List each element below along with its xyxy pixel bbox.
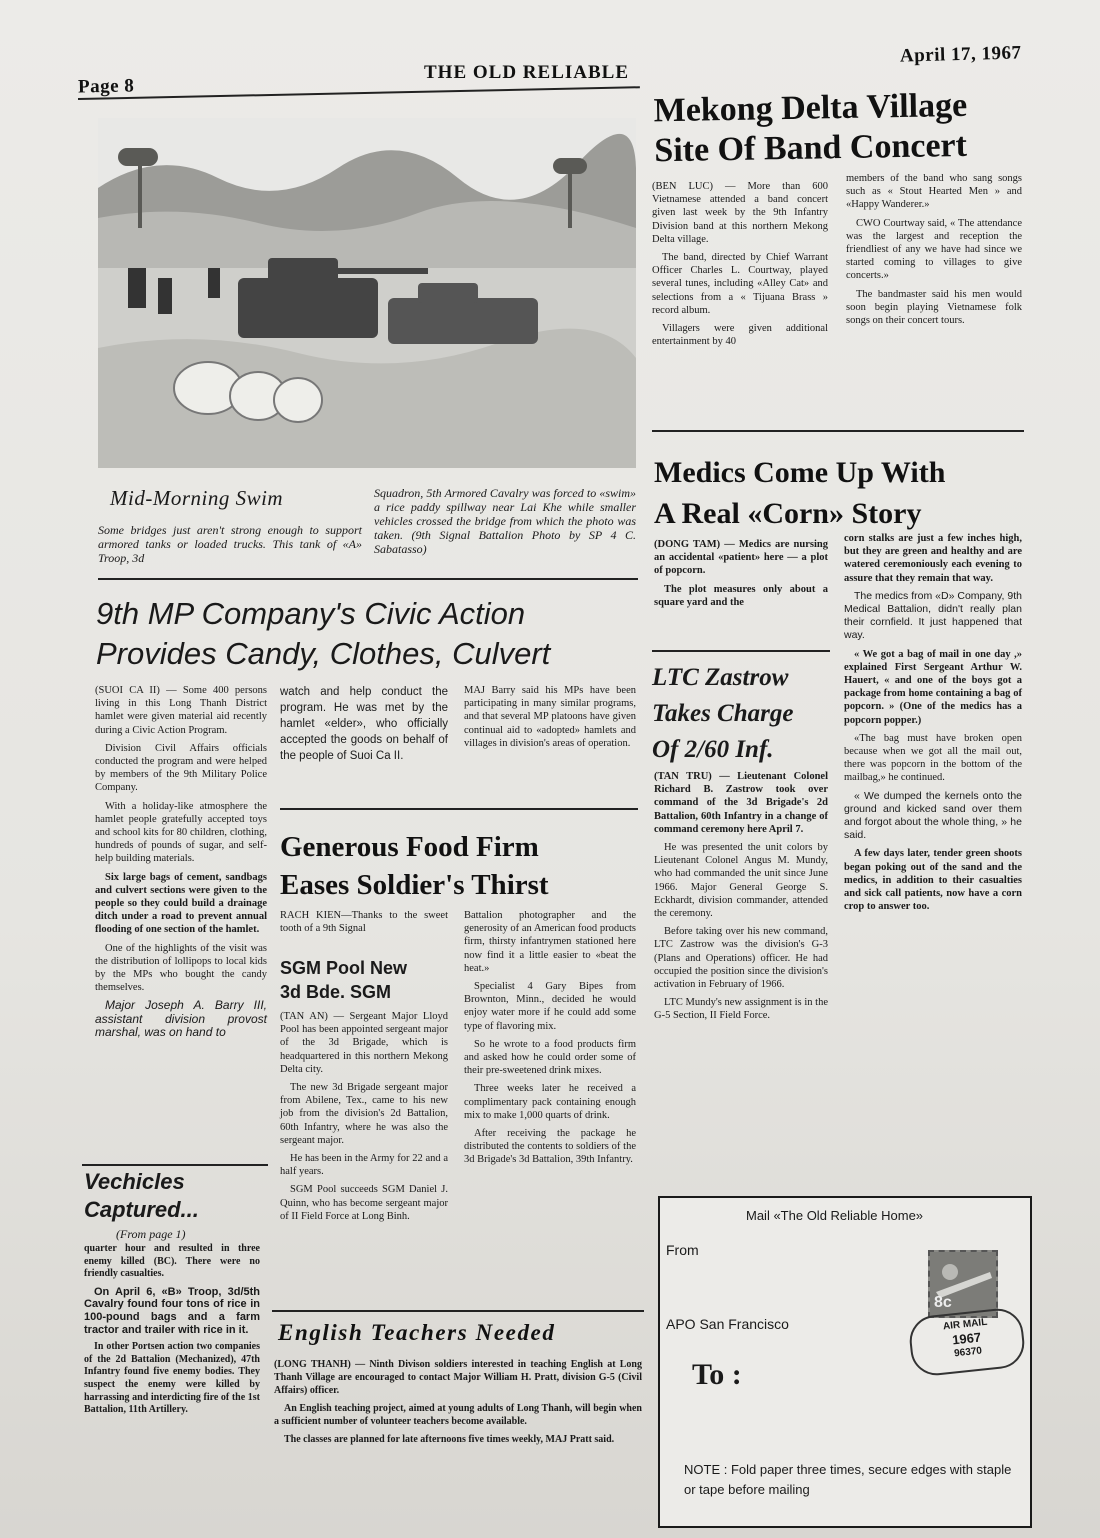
english-para: The classes are planned for late afternoons five times weekly, MAJ Pratt said. [284, 1434, 615, 1445]
sgm-para: He has been in the Army for 22 and a half years. [280, 1153, 448, 1178]
medics-headline-line2: A Real «Corn» Story [654, 497, 922, 530]
english-body [274, 1358, 642, 1451]
zastrow-headline-line3: Of 2/60 Inf. [652, 736, 774, 763]
postmark-year: 1967 [951, 1329, 982, 1348]
mailer-title: Mail «The Old Reliable Home» [746, 1208, 924, 1223]
food-headline-line2: Eases Soldier's Thirst [280, 869, 549, 901]
vehicles-jump-line: (From page 1) [116, 1227, 186, 1241]
english-rule [272, 1310, 644, 1312]
vehicles-headline-line1: Vechicles [84, 1169, 185, 1194]
photo-caption-right: Squadron, 5th Armored Cavalry was forced to «swim» a rice paddy spillway near Lai Khe while smaller vehicles crossed the bridge from which the photo was taken. (9th Signal Battalion Photo by SP 4 C. Sabatasso) [374, 486, 636, 556]
vehicles-para: In other Portsen action two companies of the 2d Battalion (Mechanized), 47th Infantry found five enemy bodies. They suspect the enemy were killed by harrassing and interdicting fire of the 1st Battalion, 11th Artillery. [84, 1341, 260, 1416]
mekong-para: CWO Courtway said, « The attendance was the largest and reception the friendliest of any we have had since we started coming to villages to give concerts.» [846, 217, 1022, 282]
medics-headline [654, 452, 1026, 534]
zastrow-para: (TAN TRU) — Lieutenant Colonel Richard B. Zastrow took over command of the 3d Brigade's 2d Battalion, 60th Infantry in a change of command ceremony here April 7. [654, 771, 828, 835]
mp-col1 [95, 684, 267, 1044]
medics-para: The plot measures only about a square yard and the [654, 583, 828, 608]
medics-para: A few days later, tender green shoots began poking out of the sand and the medics, in addition to their casualties and sick call patients, now have a corn crop to answer too. [844, 848, 1022, 913]
mp-para: Six large bags of cement, sandbags and culvert sections were given to the people so they could build a drainage ditch under a road to prevent annual flooding of one section of the hamlet. [95, 871, 267, 936]
mekong-headline-line1: Mekong Delta Village [653, 86, 968, 130]
masthead: THE OLD RELIABLE [424, 62, 629, 83]
mailer-apo-label: APO San Francisco [666, 1316, 789, 1332]
mp-para: (SUOI CA II) — Some 400 persons living in this Long Thanh District hamlet were given material aid recently during a Civic Action Program. [95, 685, 267, 736]
vehicles-para: quarter hour and resulted in three enemy killed (BC). There were no friendly casualties. [84, 1243, 260, 1280]
food-headline-line1: Generous Food Firm [280, 831, 539, 863]
mailer-from-label: From [666, 1242, 699, 1258]
medics-headline-line1: Medics Come Up With [654, 456, 946, 489]
mp-col2 [280, 684, 448, 769]
food-para: RACH KIEN—Thanks to the sweet tooth of a 9th Signal [280, 910, 448, 935]
mp-para: Division Civil Affairs officials conducted the program and were helped by members of the 9th Military Police Company. [95, 742, 267, 794]
tank-photo [98, 118, 636, 468]
food-para: So he wrote to a food products firm and asked how he could order some of their pre-sweetened drink mixes. [464, 1038, 636, 1077]
medics-para: corn stalks are just a few inches high, but they are green and healthy and are watered ceremoniously each evening to assure that they remain that way. [844, 533, 1022, 584]
food-para: After receiving the package he distributed the contents to soldiers of the 3d Brigade's 3d Battalion, 39th Infantry. [464, 1128, 636, 1166]
english-para: An English teaching project, aimed at young adults of Long Thanh, will begin when a sufficient number of volunteer teachers become available. [274, 1403, 642, 1427]
sgm-para: SGM Pool succeeds SGM Daniel J. Quinn, who has become sergeant major of II Field Force at Long Binh. [280, 1184, 448, 1222]
medics-para: « We got a bag of mail in one day ,» explained First Sergeant Arthur W. Hauert, « and one of the boys got a package from home containing a bag of popcorn. » (One of the medics has a popcorn popper.) [844, 648, 1022, 726]
vehicles-para: On April 6, «B» Troop, 3d/5th Cavalry found four tons of rice in 100-pound bags and a farm tractor and trailer with rice in it. [84, 1285, 260, 1336]
english-headline: English Teachers Needed [278, 1320, 556, 1345]
mekong-headline-line2: Site Of Band Concert [654, 126, 968, 170]
zastrow-para: He was presented the unit colors by Lieutenant Colonel Angus M. Mundy, who had commanded the unit since June 1966. Major General George S. Eckhardt, division commander, attended the ceremony. [654, 842, 828, 920]
sgm-para: The new 3d Brigade sergeant major from Abilene, Tex., came to his new job from the division's 2d Battalion, 60th Infantry, where he was also the sergeant major. [280, 1082, 448, 1146]
mekong-para: Villagers were given additional entertainment by 40 [652, 323, 828, 348]
mailer-note: NOTE : Fold paper three times, secure edges with staple or tape before mailing [684, 1462, 1012, 1497]
mekong-col2 [846, 172, 1022, 332]
mp-para: MAJ Barry said his MPs have been participating in many similar programs, and that several MP platoons have given continual aid to «adopted» hamlets and villages in division's areas of operation. [464, 685, 636, 749]
header-rule [78, 86, 640, 100]
mp-rule [280, 808, 638, 810]
mailer-to-label: To : [692, 1358, 742, 1391]
vehicles-headline [84, 1168, 270, 1224]
medics-para: «The bag must have broken open because when we got all the mail out, there was popcorn in the bottom of the mailbag,» he continued. [844, 732, 1022, 784]
english-para: (LONG THANH) — Ninth Divison soldiers interested in teaching English at Long Thanh Village are encouraged to contact Major William H. Pratt, division G-5 (Civil Affairs) officer. [274, 1359, 642, 1396]
postage-stamp [928, 1250, 998, 1318]
page-number: Page 8 [77, 75, 135, 98]
medics-col1 [654, 538, 828, 614]
sgm-headline-line1: SGM Pool New [280, 958, 408, 978]
zastrow-headline-line2: Takes Charge [652, 700, 794, 727]
zastrow-body [654, 770, 828, 1028]
stamp-value: 8c [934, 1294, 952, 1311]
food-para: Three weeks later he received a complimentary pack containing enough mix to make 1,000 quarts of drink. [464, 1083, 636, 1121]
vehicles-body [84, 1243, 260, 1422]
issue-date: April 17, 1967 [899, 42, 1022, 67]
vehicles-headline-line2: Captured... [84, 1197, 199, 1222]
mekong-para: The bandmaster said his men would soon begin playing Vietnamese folk songs on their concert tours. [846, 288, 1022, 327]
postmark-zip: 96370 [953, 1345, 983, 1360]
mekong-para: The band, directed by Chief Warrant Officer Charles L. Courtway, played several tunes, including «Alley Cat» and selections from a « Tijuana Brass » record album. [652, 252, 828, 316]
photo-title: Mid-Morning Swim [110, 486, 284, 510]
mp-para: With a holiday-like atmosphere the hamlet people gratefully accepted toys and school kits for 80 children, clothing, hundreds of pounds of sugar, and self-help building materials. [95, 800, 267, 865]
postmark [907, 1306, 1027, 1378]
mp-para: One of the highlights of the visit was the distribution of lollipops to local kids by the MPs who bought the candy themselves. [95, 942, 267, 994]
food-para: Specialist 4 Gary Bipes from Brownton, Minn., decided he would enjoy water more if he could add some type of flavoring mix. [464, 981, 636, 1032]
mekong-col1 [652, 180, 828, 353]
vehicles-rule [82, 1164, 268, 1166]
mekong-para: members of the band who sang songs such as « Stout Hearted Men » and «Happy Wanderer.» [846, 173, 1022, 211]
zastrow-headline [652, 660, 832, 768]
medics-para: The medics from «D» Company, 9th Medical Battalion, didn't really plan their cornfield. It just happened that way. [844, 589, 1022, 642]
mekong-headline [653, 85, 1034, 172]
postmark-line1: AIR MAIL [942, 1316, 988, 1333]
mp-para: watch and help conduct the program. He was met by the hamlet «elder», who officially accepted the goods on behalf of the people of Suoi Ca II. [280, 686, 448, 762]
mp-para: Major Joseph A. Barry III, assistant division provost marshal, was on hand to [95, 998, 267, 1039]
sgm-headline-line2: 3d Bde. SGM [280, 982, 392, 1002]
photo-caption-left: Some bridges just aren't strong enough to support armored tanks or loaded trucks. This tank of «A» Troop, 3d [98, 523, 362, 565]
medics-para: « We dumped the kernels onto the ground and kicked sand over them and forgot about the whole thing, » he said. [844, 789, 1022, 842]
food-col2 [464, 909, 636, 1172]
mp-headline [96, 594, 640, 674]
sgm-body [280, 1010, 448, 1228]
food-col1 [280, 909, 448, 940]
mp-col3 [464, 684, 636, 755]
sgm-para: (TAN AN) — Sergeant Major Lloyd Pool has been appointed sergeant major of the 3d Brigade, which is headquartered in this northern Mekong Delta city. [280, 1011, 448, 1075]
mekong-para: (BEN LUC) — More than 600 Vietnamese attended a band concert given last week by the 9th Infantry Division band at this northern Mekong Delta village. [652, 181, 828, 245]
photo-illustration [98, 118, 636, 468]
sgm-headline [280, 956, 452, 1004]
photo-caption-rule [98, 578, 638, 580]
food-para: Battalion photographer and the generosity of an American food products firm, thirsty infantrymen stationed here now find it a little easier to «beat the heat.» [464, 910, 636, 974]
medics-para: (DONG TAM) — Medics are nursing an accidental «patient» here — a plot of popcorn. [654, 539, 828, 577]
mekong-rule [652, 430, 1024, 432]
zastrow-para: LTC Mundy's new assignment is in the G-5 Section, II Field Force. [654, 997, 828, 1022]
medics-col2 [844, 532, 1022, 918]
zastrow-rule [652, 650, 830, 652]
food-headline [280, 828, 640, 904]
mp-headline-line1: 9th MP Company's Civic Action [96, 596, 526, 631]
zastrow-para: Before taking over his new command, LTC Zastrow was the division's G-3 (Plans and Operations) officer. He had occupied the position since the division's activation in February of 1966. [654, 926, 828, 991]
mp-headline-line2: Provides Candy, Clothes, Culvert [96, 636, 551, 671]
zastrow-headline-line1: LTC Zastrow [652, 664, 789, 691]
mailer-box [658, 1196, 1032, 1528]
